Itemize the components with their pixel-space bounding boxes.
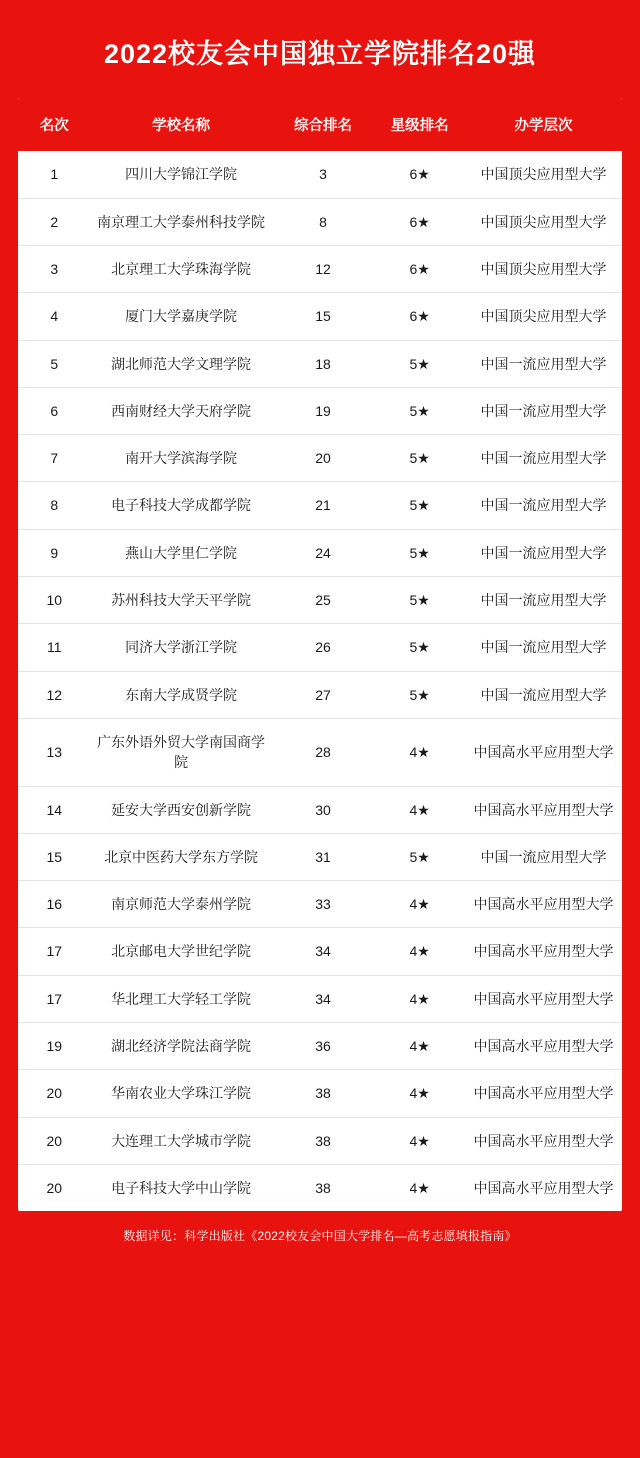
cell-rank: 13 (18, 718, 90, 786)
table-row (18, 435, 622, 482)
cell-overall: 25 (272, 577, 375, 624)
cell-level: 中国高水平应用型大学 (465, 786, 622, 833)
cell-school: 延安大学西安创新学院 (90, 786, 271, 833)
cell-school: 北京中医药大学东方学院 (90, 833, 271, 880)
cell-school: 西南财经大学天府学院 (90, 387, 271, 434)
cell-overall: 24 (272, 529, 375, 576)
cell-rank: 1 (18, 151, 90, 198)
cell-rank: 17 (18, 928, 90, 975)
column-header-rank: 名次 (18, 98, 90, 151)
cell-overall: 28 (272, 718, 375, 786)
cell-rank: 10 (18, 577, 90, 624)
cell-rank: 17 (18, 975, 90, 1022)
cell-rank: 6 (18, 387, 90, 434)
cell-rank: 20 (46, 1179, 63, 1196)
cell-star: 4★ (374, 1070, 465, 1117)
table-row (18, 1117, 622, 1164)
cell-overall: 20 (272, 435, 375, 482)
cell-school: 电子科技大学中山学院 (111, 1179, 252, 1196)
cell-rank: 20 (18, 1070, 90, 1117)
cell-level: 中国一流应用型大学 (465, 435, 622, 482)
cell-rank: 9 (18, 529, 90, 576)
table-row (18, 293, 622, 340)
cell-school: 湖北师范大学文理学院 (90, 340, 271, 387)
cell-level: 中国顶尖应用型大学 (465, 293, 622, 340)
cell-rank: 3 (18, 245, 90, 292)
cell-star: 5★ (374, 624, 465, 671)
cell-level: 中国高水平应用型大学 (465, 881, 622, 928)
ranking-table-container (18, 98, 622, 1211)
cell-overall: 12 (272, 245, 375, 292)
cell-star: 4★ (374, 1117, 465, 1164)
table-row (18, 387, 622, 434)
cell-overall: 34 (272, 975, 375, 1022)
cell-school: 四川大学锦江学院 (90, 151, 271, 198)
cell-overall: 18 (272, 340, 375, 387)
table-header-row (18, 98, 622, 151)
cell-school: 东南大学成贤学院 (90, 671, 271, 718)
cell-star: 4★ (374, 881, 465, 928)
cell-school: 华南农业大学珠江学院 (90, 1070, 271, 1117)
cell-rank: 20 (18, 1117, 90, 1164)
cell-star: 5★ (374, 577, 465, 624)
cell-overall: 8 (272, 198, 375, 245)
cell-overall: 27 (272, 671, 375, 718)
cell-overall: 3 (272, 151, 375, 198)
cell-overall: 38 (272, 1117, 375, 1164)
cell-rank: 7 (18, 435, 90, 482)
cell-overall: 30 (272, 786, 375, 833)
cell-star: 6★ (374, 245, 465, 292)
cell-school: 北京理工大学珠海学院 (90, 245, 271, 292)
table-row (18, 833, 622, 880)
cell-school: 南京师范大学泰州学院 (90, 881, 271, 928)
cell-school: 燕山大学里仁学院 (90, 529, 271, 576)
column-header-star: 星级排名 (374, 98, 465, 151)
cell-school: 北京邮电大学世纪学院 (90, 928, 271, 975)
cell-school: 南开大学滨海学院 (90, 435, 271, 482)
cell-rank: 8 (18, 482, 90, 529)
table-row (18, 340, 622, 387)
cell-star: 5★ (374, 671, 465, 718)
column-header-level: 办学层次 (465, 98, 622, 151)
cell-rank: 15 (18, 833, 90, 880)
footer-note: 数据详见：科学出版社《2022校友会中国大学排名—高考志愿填报指南》 (123, 1229, 517, 1244)
table-row (18, 1023, 622, 1070)
cell-level: 中国高水平应用型大学 (465, 975, 622, 1022)
cell-overall: 19 (272, 387, 375, 434)
cell-star: 5★ (374, 529, 465, 576)
cell-level: 中国一流应用型大学 (465, 833, 622, 880)
cell-level: 中国高水平应用型大学 (465, 1023, 622, 1070)
cell-rank: 14 (18, 786, 90, 833)
cell-rank: 12 (18, 671, 90, 718)
cell-star: 4★ (374, 1023, 465, 1070)
cell-level: 中国一流应用型大学 (465, 671, 622, 718)
table-row (18, 529, 622, 576)
cell-star: 4★ (374, 928, 465, 975)
cell-rank: 4 (18, 293, 90, 340)
table-row (18, 482, 622, 529)
table-row (18, 671, 622, 718)
cell-star: 4★ (374, 718, 465, 786)
cell-star: 4★ (409, 1179, 430, 1196)
table-row (18, 1164, 622, 1211)
cell-overall: 33 (272, 881, 375, 928)
cell-school: 华北理工大学轻工学院 (90, 975, 271, 1022)
column-header-overall: 综合排名 (272, 98, 375, 151)
cell-overall: 31 (272, 833, 375, 880)
table-row (18, 786, 622, 833)
cell-school: 同济大学浙江学院 (90, 624, 271, 671)
cell-star: 6★ (374, 293, 465, 340)
table-row (18, 718, 622, 786)
cell-level: 中国高水平应用型大学 (465, 718, 622, 786)
cell-star: 5★ (374, 340, 465, 387)
cell-school: 电子科技大学成都学院 (90, 482, 271, 529)
cell-star: 5★ (374, 482, 465, 529)
cell-rank: 16 (18, 881, 90, 928)
cell-rank: 11 (18, 624, 90, 671)
table-row (18, 928, 622, 975)
table-body (18, 151, 622, 1211)
table-row (18, 881, 622, 928)
cell-rank: 2 (18, 198, 90, 245)
table-row (18, 577, 622, 624)
cell-star: 5★ (374, 387, 465, 434)
cell-level: 中国一流应用型大学 (465, 387, 622, 434)
cell-overall: 26 (272, 624, 375, 671)
cell-school: 广东外语外贸大学南国商学院 (90, 718, 271, 786)
cell-star: 4★ (374, 786, 465, 833)
table-row (18, 198, 622, 245)
cell-level: 中国一流应用型大学 (465, 340, 622, 387)
cell-overall: 38 (272, 1070, 375, 1117)
cell-level: 中国高水平应用型大学 (473, 1179, 614, 1196)
cell-level: 中国高水平应用型大学 (465, 1070, 622, 1117)
cell-star: 4★ (374, 975, 465, 1022)
table-row (18, 245, 622, 292)
table-row (18, 151, 622, 198)
cell-overall: 15 (272, 293, 375, 340)
cell-level: 中国高水平应用型大学 (465, 1117, 622, 1164)
cell-school: 厦门大学嘉庚学院 (90, 293, 271, 340)
cell-school: 湖北经济学院法商学院 (90, 1023, 271, 1070)
cell-star: 5★ (374, 833, 465, 880)
cell-level: 中国一流应用型大学 (465, 577, 622, 624)
table-header (18, 98, 622, 151)
ranking-table (18, 98, 622, 1211)
cell-school: 南京理工大学泰州科技学院 (90, 198, 271, 245)
cell-rank: 5 (18, 340, 90, 387)
page-title: 2022校友会中国独立学院排名20强 (103, 39, 537, 69)
cell-level: 中国一流应用型大学 (465, 624, 622, 671)
cell-overall: 34 (272, 928, 375, 975)
cell-rank: 19 (18, 1023, 90, 1070)
cell-level: 中国顶尖应用型大学 (465, 151, 622, 198)
cell-school: 大连理工大学城市学院 (90, 1117, 271, 1164)
cell-level: 中国顶尖应用型大学 (465, 245, 622, 292)
cell-star: 6★ (374, 151, 465, 198)
cell-level: 中国一流应用型大学 (465, 482, 622, 529)
cell-level: 中国顶尖应用型大学 (465, 198, 622, 245)
cell-overall: 21 (272, 482, 375, 529)
cell-level: 中国高水平应用型大学 (465, 928, 622, 975)
table-row (18, 624, 622, 671)
cell-star: 6★ (374, 198, 465, 245)
cell-level: 中国一流应用型大学 (465, 529, 622, 576)
cell-school: 苏州科技大学天平学院 (90, 577, 271, 624)
table-row (18, 1070, 622, 1117)
table-row (18, 975, 622, 1022)
cell-star: 5★ (374, 435, 465, 482)
cell-overall: 38 (315, 1179, 331, 1196)
cell-overall: 36 (272, 1023, 375, 1070)
column-header-school: 学校名称 (90, 98, 271, 151)
